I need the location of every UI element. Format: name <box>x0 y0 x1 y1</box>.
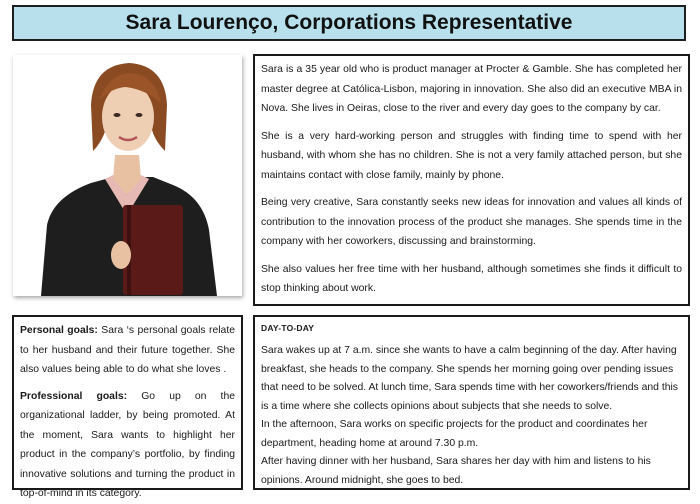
page-title: Sara Lourenço, Corporations Representative <box>12 5 686 41</box>
bio-paragraph: Being very creative, Sara constantly seeks new ideas for innovation and values all kinds of contribution to the innovation process of the product she manages. She spends time in the company with her coworkers, discussing and brainstorming. <box>261 197 682 247</box>
personal-goals-text: Sara ‘s personal goals relate to her husband and their future together. She also values being able to do what she loves . <box>20 325 235 375</box>
bio-paragraph: Sara is a 35 year old who is product manager at Procter & Gamble. She has completed her master degree at Católica-Lisbon, majoring in innovation. She also did an executive MBA in Nova. She lives in Oeiras, close to the river and every day goes to the company by car. <box>261 64 682 114</box>
professional-goals-text: Go up on the organizational ladder, by being promoted. At the moment, Sara wants to highlight her product in the company’s portfolio, by finding innovative solutions and turning the product in top-of-mind in its category. <box>20 390 235 499</box>
day-paragraph: In the afternoon, Sara works on specific projects for the product and coordinates her department, heading home at around 7.30 p.m. <box>261 419 648 449</box>
professional-goals-label: Professional goals: <box>20 390 128 402</box>
day-to-day-heading: DAY-TO-DAY <box>261 323 315 333</box>
professional-goals <box>20 387 235 504</box>
personal-goals-label: Personal goals: <box>20 325 98 336</box>
day-paragraph: After having dinner with her husband, Sara shares her day with him and listens to his opinions. Around midnight, she goes to bed. <box>261 456 651 486</box>
day-paragraph: Sara wakes up at 7 a.m. since she wants to have a calm beginning of the day. After having breakfast, she heads to the company. She spends her morning going over pending issues that need to be solved. At lunch time, Sara spends time with her coworkers/friends and this is a time where she collects opinions about subjects that she needs to solve. <box>261 345 678 412</box>
personal-goals <box>20 321 235 380</box>
day-to-day-panel <box>253 315 690 490</box>
woman-portrait-icon <box>13 55 242 296</box>
bio-panel <box>253 54 690 306</box>
bio-paragraph: She also values her free time with her husband, although sometimes she finds it difficult to stop thinking about work. <box>261 263 682 294</box>
bio-paragraph: She is a very hard-working person and struggles with finding time to spend with her husband, with whom she has no children. She is not a very family attached person, but she maintains contact with close family, mainly by phone. <box>261 130 682 181</box>
goals-panel <box>12 315 243 499</box>
persona-photo <box>13 55 242 296</box>
